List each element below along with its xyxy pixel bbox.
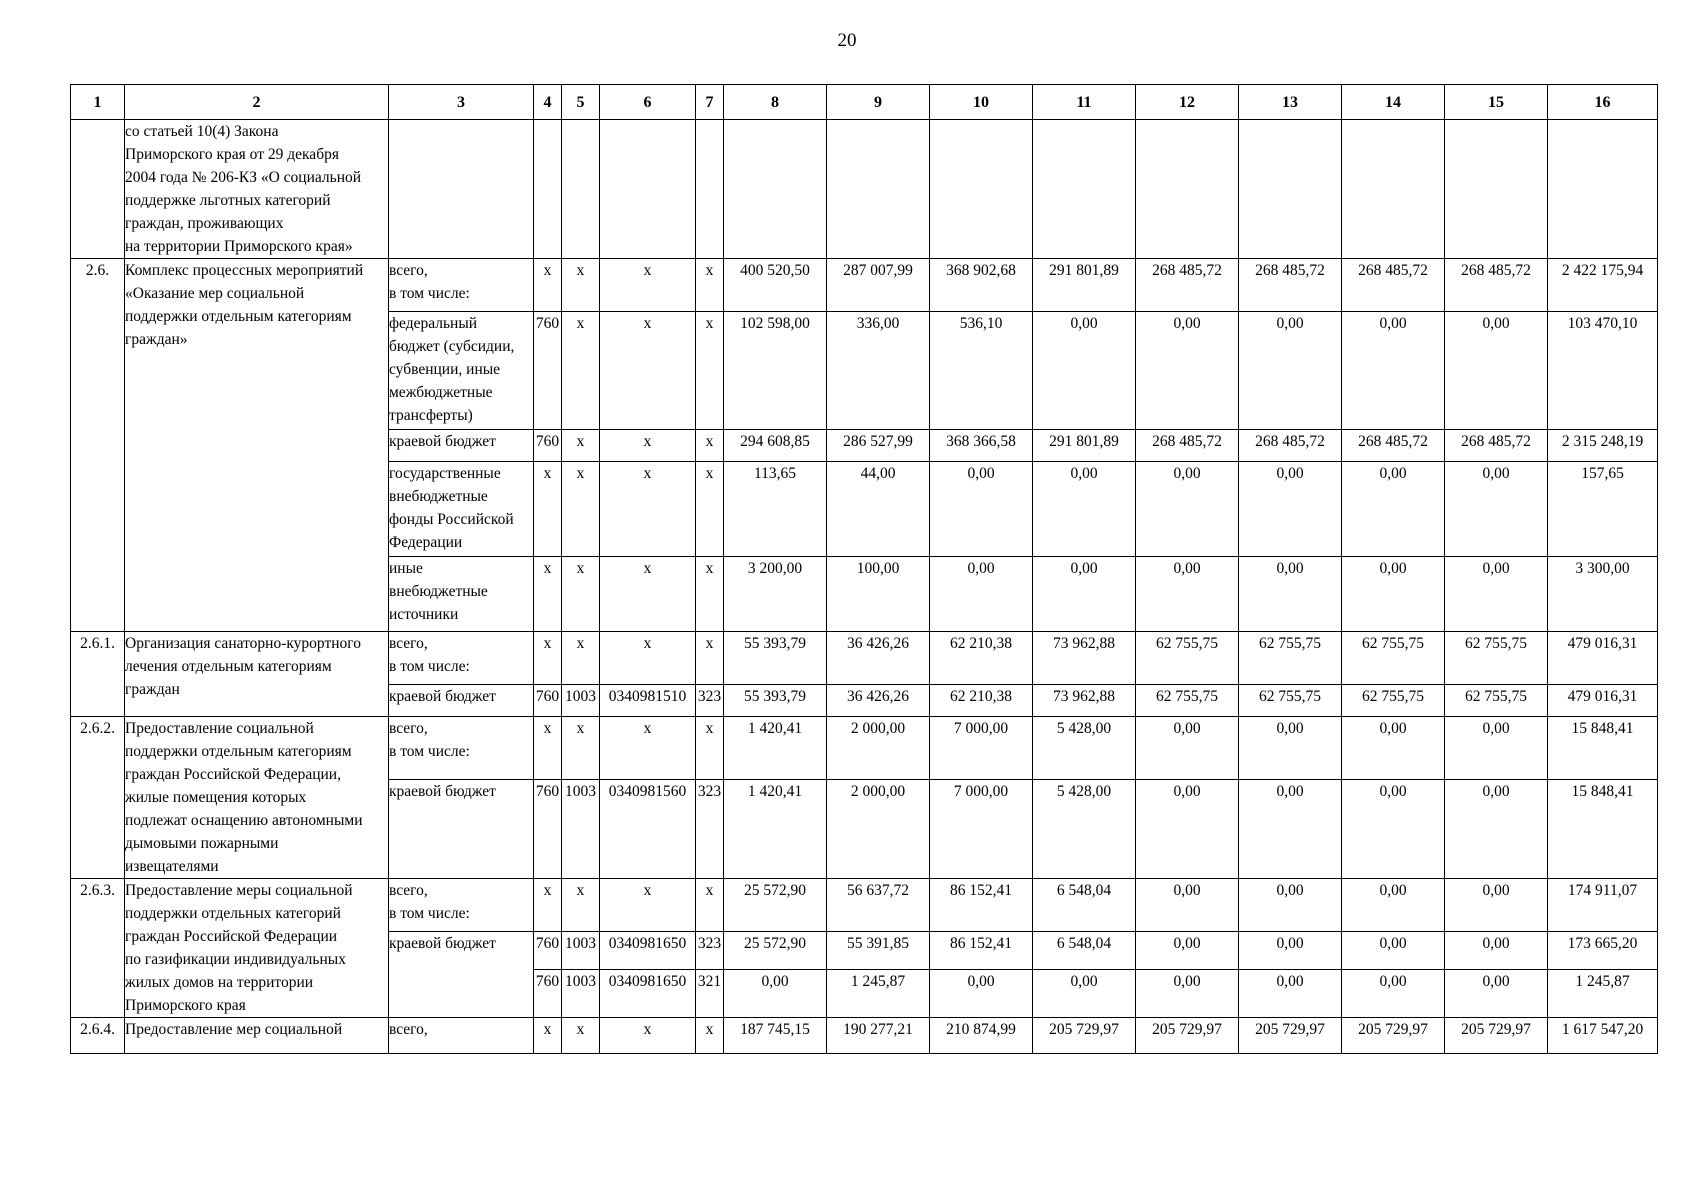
funding-source (389, 120, 534, 259)
code-expense: x (696, 462, 724, 557)
header-cell: 9 (827, 85, 930, 120)
header-cell: 12 (1136, 85, 1239, 120)
header-cell: 16 (1548, 85, 1658, 120)
amount-cell: 174 911,07 (1548, 879, 1658, 932)
code-section: x (562, 462, 600, 557)
amount-cell: 3 200,00 (724, 557, 827, 632)
code-target: x (600, 430, 696, 462)
funding-source (389, 1018, 534, 1054)
funding-source-line: источники (389, 606, 459, 623)
amount-cell: 0,00 (930, 970, 1033, 1018)
funding-source (389, 430, 534, 462)
amount-cell: 62 755,75 (1239, 685, 1342, 717)
amount-cell: 187 745,15 (724, 1018, 827, 1054)
amount-cell: 268 485,72 (1136, 259, 1239, 312)
amount-cell: 0,00 (1445, 879, 1548, 932)
amount-cell: 55 393,79 (724, 685, 827, 717)
code-expense: x (696, 632, 724, 685)
amount-cell: 103 470,10 (1548, 312, 1658, 430)
amount-cell: 479 016,31 (1548, 632, 1658, 685)
amount-cell: 6 548,04 (1033, 879, 1136, 932)
amount-cell: 0,00 (1239, 879, 1342, 932)
code-section: 1003 (562, 932, 600, 970)
funding-source-line: краевой бюджет (389, 433, 496, 450)
funding-source-line: межбюджетные (389, 384, 493, 401)
code-grbs: x (534, 462, 562, 557)
amount-cell: 0,00 (1445, 970, 1548, 1018)
funding-source (389, 632, 534, 685)
code-section: x (562, 1018, 600, 1054)
code-target: x (600, 462, 696, 557)
amount-cell: 0,00 (1342, 932, 1445, 970)
row-name (125, 259, 389, 632)
amount-cell: 86 152,41 (930, 879, 1033, 932)
code-grbs: x (534, 259, 562, 312)
code-section: x (562, 430, 600, 462)
code-section (562, 120, 600, 259)
funding-source-line: краевой бюджет (389, 688, 496, 705)
amount-cell: 62 755,75 (1342, 632, 1445, 685)
code-expense: x (696, 312, 724, 430)
amount-cell (1239, 120, 1342, 259)
amount-cell: 268 485,72 (1342, 430, 1445, 462)
amount-cell: 102 598,00 (724, 312, 827, 430)
code-grbs: 760 (534, 970, 562, 1018)
amount-cell: 205 729,97 (1239, 1018, 1342, 1054)
code-target: x (600, 312, 696, 430)
funding-source-line: всего, (389, 635, 428, 652)
funding-source (389, 685, 534, 717)
amount-cell: 205 729,97 (1033, 1018, 1136, 1054)
amount-cell: 44,00 (827, 462, 930, 557)
funding-source-line: всего, (389, 882, 428, 899)
amount-cell: 210 874,99 (930, 1018, 1033, 1054)
amount-cell: 0,00 (1445, 312, 1548, 430)
code-target: x (600, 259, 696, 312)
amount-cell: 268 485,72 (1239, 259, 1342, 312)
header-cell: 1 (71, 85, 125, 120)
amount-cell: 286 527,99 (827, 430, 930, 462)
amount-cell: 62 755,75 (1136, 685, 1239, 717)
row-name-line: граждан (125, 681, 180, 698)
code-grbs: 760 (534, 685, 562, 717)
amount-cell: 0,00 (1342, 312, 1445, 430)
code-expense: 323 (696, 779, 724, 878)
code-expense (696, 120, 724, 259)
amount-cell: 479 016,31 (1548, 685, 1658, 717)
amount-cell: 205 729,97 (1342, 1018, 1445, 1054)
row-name-line: граждан» (125, 331, 188, 348)
funding-source (389, 717, 534, 780)
amount-cell: 0,00 (1239, 717, 1342, 780)
amount-cell: 1 617 547,20 (1548, 1018, 1658, 1054)
amount-cell: 294 608,85 (724, 430, 827, 462)
amount-cell: 55 393,79 (724, 632, 827, 685)
code-grbs: x (534, 632, 562, 685)
amount-cell: 7 000,00 (930, 717, 1033, 780)
amount-cell: 0,00 (1136, 462, 1239, 557)
funding-source-line: краевой бюджет (389, 782, 496, 800)
amount-cell: 2 000,00 (827, 779, 930, 878)
amount-cell: 0,00 (1239, 312, 1342, 430)
amount-cell: 0,00 (1136, 879, 1239, 932)
amount-cell: 55 391,85 (827, 932, 930, 970)
header-cell: 4 (534, 85, 562, 120)
amount-cell (1033, 120, 1136, 259)
amount-cell: 36 426,26 (827, 685, 930, 717)
amount-cell: 0,00 (1136, 557, 1239, 632)
code-section: 1003 (562, 685, 600, 717)
amount-cell: 62 210,38 (930, 632, 1033, 685)
code-expense: x (696, 259, 724, 312)
amount-cell: 268 485,72 (1445, 430, 1548, 462)
table-row (71, 717, 1658, 780)
header-cell: 14 (1342, 85, 1445, 120)
code-grbs (534, 120, 562, 259)
amount-cell: 0,00 (1239, 462, 1342, 557)
funding-source-line: всего, (389, 262, 428, 279)
code-grbs: 760 (534, 932, 562, 970)
amount-cell: 0,00 (1136, 312, 1239, 430)
amount-cell: 291 801,89 (1033, 259, 1136, 312)
amount-cell: 1 245,87 (1548, 970, 1658, 1018)
amount-cell (1445, 120, 1548, 259)
amount-cell: 3 300,00 (1548, 557, 1658, 632)
code-grbs: x (534, 1018, 562, 1054)
code-grbs: x (534, 557, 562, 632)
code-expense: x (696, 430, 724, 462)
amount-cell: 0,00 (1445, 779, 1548, 878)
row-name-line: лечения отдельным категориям (125, 658, 332, 675)
funding-source-line: внебюджетные (389, 583, 488, 600)
row-name-line: подлежат оснащению автономными (125, 812, 363, 829)
code-grbs: 760 (534, 779, 562, 878)
row-name-line: 2004 года № 206-КЗ «О социальной (125, 169, 362, 186)
amount-cell: 0,00 (1033, 312, 1136, 430)
funding-source-line: федеральный (389, 315, 478, 332)
row-name-line: граждан Российской Федерации (125, 928, 338, 945)
row-name (125, 120, 389, 259)
row-name-line: поддержки отдельным категориям (125, 743, 352, 760)
table-row (71, 259, 1658, 312)
code-section: x (562, 879, 600, 932)
funding-source-line: краевой бюджет (389, 935, 496, 952)
row-name-line: поддержке льготных категорий (125, 192, 331, 209)
amount-cell: 268 485,72 (1239, 430, 1342, 462)
code-grbs: 760 (534, 312, 562, 430)
header-cell: 8 (724, 85, 827, 120)
funding-source (389, 557, 534, 632)
amount-cell: 536,10 (930, 312, 1033, 430)
funding-source (389, 312, 534, 430)
code-section: x (562, 557, 600, 632)
amount-cell: 0,00 (1445, 557, 1548, 632)
row-name (125, 879, 389, 1018)
row-name (125, 632, 389, 717)
funding-source-line: всего, (389, 720, 428, 737)
amount-cell: 287 007,99 (827, 259, 930, 312)
amount-cell: 86 152,41 (930, 932, 1033, 970)
amount-cell (827, 120, 930, 259)
funding-source (389, 879, 534, 932)
table-row (71, 120, 1658, 259)
row-name-line: поддержки отдельных категорий (125, 905, 341, 922)
funding-source (389, 779, 534, 878)
code-expense: x (696, 879, 724, 932)
amount-cell: 0,00 (930, 557, 1033, 632)
amount-cell: 0,00 (1239, 970, 1342, 1018)
amount-cell: 0,00 (1342, 970, 1445, 1018)
funding-source-line: в том числе: (389, 905, 470, 922)
row-number: 2.6.1. (71, 632, 125, 717)
funding-source-line: всего, (389, 1021, 428, 1038)
code-expense: 321 (696, 970, 724, 1018)
code-grbs: x (534, 717, 562, 780)
header-row (71, 85, 1658, 120)
row-name-line: граждан Российской Федерации, (125, 766, 341, 783)
code-section: 1003 (562, 970, 600, 1018)
row-name-line: Приморского края от 29 декабря (125, 146, 339, 163)
amount-cell: 0,00 (1033, 557, 1136, 632)
row-number: 2.6.4. (71, 1018, 125, 1054)
amount-cell: 15 848,41 (1548, 717, 1658, 780)
amount-cell: 56 637,72 (827, 879, 930, 932)
amount-cell: 1 420,41 (724, 779, 827, 878)
amount-cell: 0,00 (1342, 717, 1445, 780)
funding-source-line: иные (389, 560, 423, 577)
amount-cell: 100,00 (827, 557, 930, 632)
amount-cell: 0,00 (1239, 557, 1342, 632)
amount-cell: 62 755,75 (1445, 685, 1548, 717)
amount-cell: 205 729,97 (1136, 1018, 1239, 1054)
amount-cell: 62 755,75 (1445, 632, 1548, 685)
row-name-line: дымовыми пожарными (125, 835, 279, 852)
code-section: x (562, 632, 600, 685)
funding-source-line: в том числе: (389, 743, 470, 760)
amount-cell: 7 000,00 (930, 779, 1033, 878)
amount-cell: 5 428,00 (1033, 717, 1136, 780)
amount-cell: 173 665,20 (1548, 932, 1658, 970)
funding-source-line: бюджет (субсидии, (389, 338, 515, 355)
amount-cell: 0,00 (1239, 779, 1342, 878)
row-name (125, 717, 389, 879)
funding-source-line: в том числе: (389, 658, 470, 675)
code-section: x (562, 259, 600, 312)
budget-table (70, 84, 1658, 1054)
code-target: 0340981560 (600, 779, 696, 878)
header-cell: 13 (1239, 85, 1342, 120)
funding-source-line: в том числе: (389, 285, 470, 302)
amount-cell: 1 420,41 (724, 717, 827, 780)
row-number: 2.6. (71, 259, 125, 632)
amount-cell: 0,00 (1033, 462, 1136, 557)
amount-cell: 268 485,72 (1445, 259, 1548, 312)
row-name-line: на территории Приморского края» (125, 238, 353, 255)
row-name-line: Приморского края (125, 997, 246, 1014)
amount-cell: 1 245,87 (827, 970, 930, 1018)
funding-source (389, 259, 534, 312)
amount-cell: 0,00 (1136, 970, 1239, 1018)
amount-cell: 368 902,68 (930, 259, 1033, 312)
funding-source (389, 462, 534, 557)
row-name-line: извещателями (125, 858, 219, 875)
amount-cell: 0,00 (1445, 717, 1548, 780)
code-target: 0340981650 (600, 970, 696, 1018)
code-expense: 323 (696, 685, 724, 717)
row-name-line: жилых домов на территории (125, 974, 314, 991)
amount-cell: 0,00 (1239, 932, 1342, 970)
header-cell: 5 (562, 85, 600, 120)
row-name-line: Предоставление социальной (125, 720, 314, 737)
amount-cell (724, 120, 827, 259)
amount-cell (1342, 120, 1445, 259)
amount-cell: 368 366,58 (930, 430, 1033, 462)
amount-cell: 6 548,04 (1033, 932, 1136, 970)
row-name-line: Организация санаторно-курортного (125, 635, 362, 652)
funding-source-line: фонды Российской (389, 511, 514, 528)
table-row (71, 879, 1658, 932)
row-name-line: Предоставление меры социальной (125, 882, 353, 899)
code-section: x (562, 312, 600, 430)
code-target: x (600, 879, 696, 932)
code-target: x (600, 632, 696, 685)
code-section: 1003 (562, 779, 600, 878)
code-target: 0340981510 (600, 685, 696, 717)
header-cell: 3 (389, 85, 534, 120)
amount-cell: 0,00 (1136, 717, 1239, 780)
amount-cell: 400 520,50 (724, 259, 827, 312)
row-number (71, 120, 125, 259)
amount-cell: 190 277,21 (827, 1018, 930, 1054)
amount-cell (1136, 120, 1239, 259)
amount-cell: 73 962,88 (1033, 632, 1136, 685)
code-target: x (600, 557, 696, 632)
amount-cell: 0,00 (930, 462, 1033, 557)
amount-cell: 0,00 (1136, 779, 1239, 878)
amount-cell: 0,00 (1342, 779, 1445, 878)
amount-cell: 0,00 (1342, 557, 1445, 632)
code-grbs: 760 (534, 430, 562, 462)
funding-source (389, 932, 534, 1018)
amount-cell: 0,00 (1033, 970, 1136, 1018)
row-name-line: поддержки отдельным категориям (125, 308, 352, 325)
code-target: 0340981650 (600, 932, 696, 970)
amount-cell: 62 755,75 (1342, 685, 1445, 717)
amount-cell: 268 485,72 (1342, 259, 1445, 312)
amount-cell: 113,65 (724, 462, 827, 557)
amount-cell: 268 485,72 (1136, 430, 1239, 462)
amount-cell: 291 801,89 (1033, 430, 1136, 462)
amount-cell: 0,00 (1445, 932, 1548, 970)
funding-source-line: внебюджетные (389, 488, 488, 505)
row-name-line: граждан, проживающих (125, 215, 284, 232)
amount-cell: 0,00 (1342, 879, 1445, 932)
amount-cell: 2 315 248,19 (1548, 430, 1658, 462)
amount-cell: 25 572,90 (724, 932, 827, 970)
amount-cell: 5 428,00 (1033, 779, 1136, 878)
header-cell: 10 (930, 85, 1033, 120)
amount-cell: 25 572,90 (724, 879, 827, 932)
code-expense: x (696, 1018, 724, 1054)
amount-cell (930, 120, 1033, 259)
row-number: 2.6.3. (71, 879, 125, 1018)
funding-source-line: субвенции, иные (389, 361, 501, 378)
amount-cell: 2 422 175,94 (1548, 259, 1658, 312)
code-target: x (600, 717, 696, 780)
funding-source-line: Федерации (389, 534, 463, 551)
code-expense: 323 (696, 932, 724, 970)
table-row (71, 1018, 1658, 1054)
code-section: x (562, 717, 600, 780)
funding-source-line: государственные (389, 465, 501, 482)
header-cell: 2 (125, 85, 389, 120)
amount-cell: 157,65 (1548, 462, 1658, 557)
amount-cell: 336,00 (827, 312, 930, 430)
row-name-line: «Оказание мер социальной (125, 285, 305, 302)
header-cell: 15 (1445, 85, 1548, 120)
row-name (125, 1018, 389, 1054)
table-row (71, 632, 1658, 685)
row-name-line: Комплекс процессных мероприятий (125, 262, 364, 279)
amount-cell: 0,00 (724, 970, 827, 1018)
page-number: 20 (837, 30, 857, 51)
amount-cell (1548, 120, 1658, 259)
code-expense: x (696, 717, 724, 780)
amount-cell: 62 210,38 (930, 685, 1033, 717)
amount-cell: 15 848,41 (1548, 779, 1658, 878)
header-cell: 11 (1033, 85, 1136, 120)
code-target (600, 120, 696, 259)
funding-source-line: трансферты) (389, 407, 473, 424)
amount-cell: 0,00 (1445, 462, 1548, 557)
code-grbs: x (534, 879, 562, 932)
header-cell: 7 (696, 85, 724, 120)
code-target: x (600, 1018, 696, 1054)
row-name-line: по газификации индивидуальных (125, 951, 346, 968)
amount-cell: 205 729,97 (1445, 1018, 1548, 1054)
code-expense: x (696, 557, 724, 632)
amount-cell: 2 000,00 (827, 717, 930, 780)
amount-cell: 73 962,88 (1033, 685, 1136, 717)
row-name-line: со статьей 10(4) Закона (125, 123, 279, 140)
amount-cell: 62 755,75 (1136, 632, 1239, 685)
amount-cell: 62 755,75 (1239, 632, 1342, 685)
row-number: 2.6.2. (71, 717, 125, 879)
row-name-line: Предоставление мер социальной (125, 1021, 343, 1038)
amount-cell: 36 426,26 (827, 632, 930, 685)
row-name-line: жилые помещения которых (125, 789, 307, 806)
header-cell: 6 (600, 85, 696, 120)
amount-cell: 0,00 (1136, 932, 1239, 970)
amount-cell: 0,00 (1342, 462, 1445, 557)
